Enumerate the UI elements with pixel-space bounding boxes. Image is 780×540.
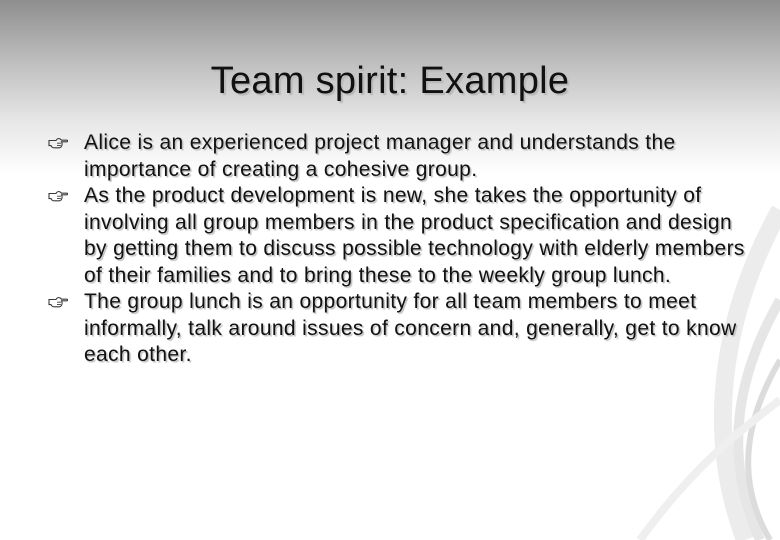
bullet-text: Alice is an experienced project manager and understands the importance of creating a cohesive group. [84, 131, 676, 181]
bullet-item [48, 130, 748, 183]
pointing-hand-icon [48, 296, 68, 308]
bullet-text: The group lunch is an opportunity for all team members to meet informally, talk around issues of concern and, generally, get to know each other. [84, 290, 737, 366]
pointing-hand-icon [48, 137, 68, 149]
bullet-list [48, 130, 748, 369]
bullet-item [48, 289, 748, 369]
bullet-item [48, 183, 748, 289]
bullet-text: As the product development is new, she takes the opportunity of involving all group members in the product specification and design by getting them to discuss possible technology with elderly members of their families and to bring these to the weekly group lunch. [84, 184, 745, 287]
slide-title: Team spirit: Example [210, 60, 570, 102]
pointing-hand-icon [48, 190, 68, 202]
